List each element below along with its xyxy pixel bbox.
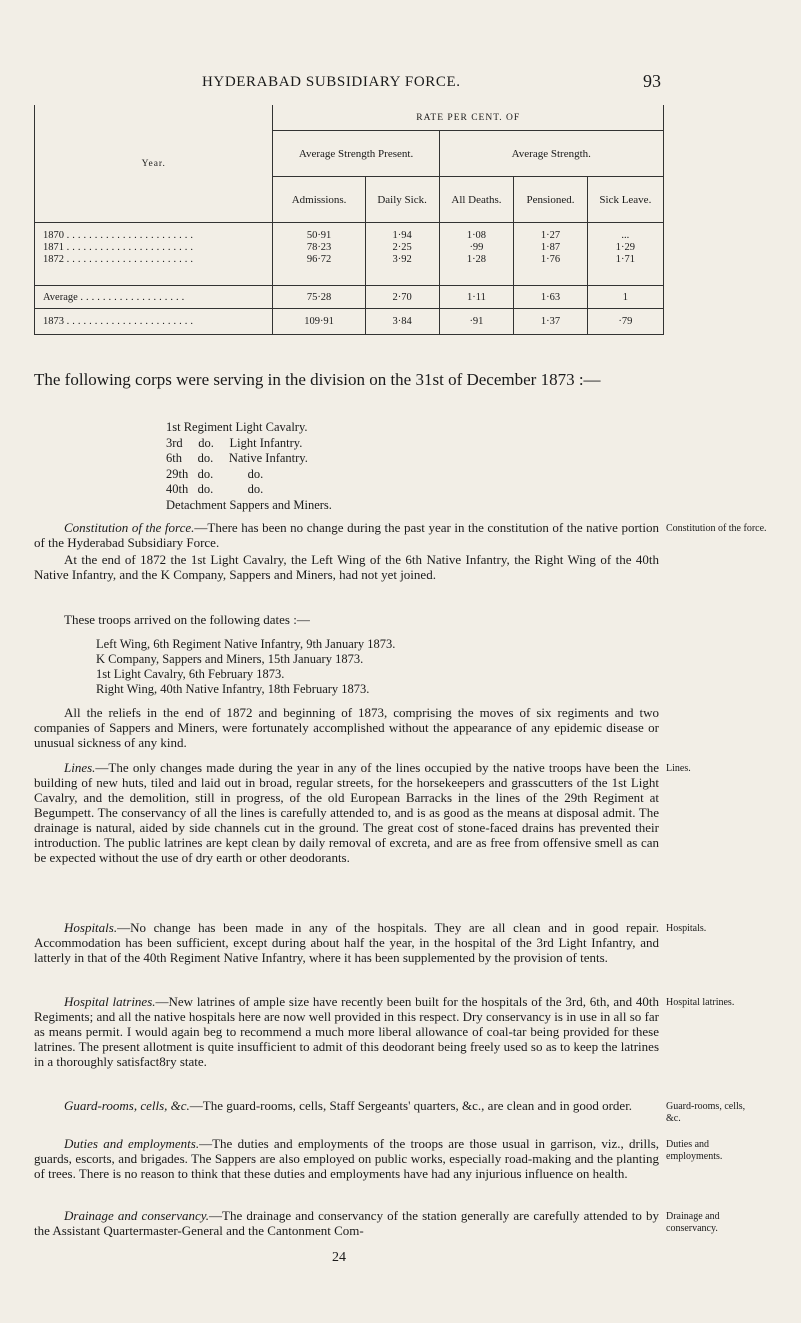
corps-list — [166, 420, 332, 513]
list-item: 1st Regiment Light Cavalry. — [166, 420, 308, 434]
page-header — [0, 71, 801, 94]
margin-note-constitution: Constitution of the force. — [666, 523, 767, 534]
signature-number: 24 — [332, 1250, 346, 1265]
year-cell: 1870 ....................... — [43, 230, 196, 241]
duties-paragraph: Duties and employments.—The duties and employments of the troops are those usual in garrison, viz., drills, guards, escorts, and brigades. The Sappers are also employed on public works, especially road-making and the planting of trees. There is no reason to think that these duties and employments have had any injurious influence on health. — [34, 1136, 660, 1181]
table-row-1873: 1873 ....................... 109·91 3·84 ·91 1·37 ·79 — [35, 309, 664, 335]
margin-note-latrines: Hospital latrines. — [666, 997, 735, 1008]
margin-note-hospitals: Hospitals. — [666, 923, 707, 934]
end-of-year-paragraph: At the end of 1872 the 1st Light Cavalry, the Left Wing of the 6th Native Infantry, the Right Wing of the 40th Native Infantry, and the K Company, Sappers and Miners, had not yet joined. — [34, 552, 659, 582]
list-item: 6th do. Native Infantry. — [166, 451, 308, 465]
guard-rooms-paragraph: Guard-rooms, cells, &c.—The guard-rooms, cells, Staff Sergeants' quarters, &c., are clean and in good order. — [64, 1098, 633, 1113]
arrival-list — [96, 637, 656, 697]
page-number: 93 — [643, 71, 661, 91]
reliefs-paragraph: All the reliefs in the end of 1872 and beginning of 1873, comprising the moves of six regiments and two companies of Sappers and Miners, were fortunately accomplished without the appearance of any epidemic disease or unusual sickness of any kind. — [34, 705, 659, 750]
arrival-intro: These troops arrived on the following dates :— — [64, 612, 310, 627]
lines-paragraph: Lines.—The only changes made during the year in any of the lines occupied by the native troops have been the building of new huts, tiled and laid out in broad, regular streets, for the horsekeepers and grasscutters of the 1st Light Cavalry, and the demolition, still in progress, of the old European Barracks in the lines of the 29th Regiment at Begumpett. The conservancy of all the lines is carefully attended to, and is as good as the means at disposal admit. The drainage is natural, aided by side channels cut in the ground. The great cost of stone-faced drains has prevented their introduction. The public latrines are kept clean by daily removal of excreta, and are as free from offensive smell as can be expected without the use of dry earth or other deodorants. — [34, 760, 659, 865]
hospitals-paragraph: Hospitals.—No change has been made in any of the hospitals. They are all clean and in good repair. Accommodation has been sufficient, except during about half the year, in the hospital of the 3rd Light Infantry, and latterly in that of the 40th Regiment Native Infantry, where it has been supplemented by the provision of tents. — [34, 920, 659, 965]
col-all-deaths: All Deaths. — [439, 177, 514, 223]
list-item: 29th do. do. — [166, 466, 264, 481]
list-item: K Company, Sappers and Miners, 15th January 1873. — [96, 652, 364, 666]
strength-present-header: Average Strength Present. — [273, 131, 439, 177]
col-sick-leave: Sick Leave. — [587, 177, 663, 223]
list-item: Left Wing, 6th Regiment Native Infantry, 9th January 1873. — [96, 637, 396, 651]
drainage-paragraph: Drainage and conservancy.—The drainage and conservancy of the station generally are carefully attended to by the Assistant Quartermaster-General and the Cantonment Com- — [34, 1208, 659, 1238]
table-row-average: Average ................... 75·28 2·70 1·11 1·63 1 — [35, 286, 664, 309]
rate-group-header: RATE PER CENT. OF — [273, 105, 664, 131]
year-cell: 1872 ....................... — [43, 254, 196, 265]
sickness-rate-table — [34, 105, 664, 335]
col-daily-sick: Daily Sick. — [365, 177, 439, 223]
col-admissions: Admissions. — [273, 177, 365, 223]
year-column-header: Year. — [35, 105, 273, 223]
list-item: Right Wing, 40th Native Infantry, 18th February 1873. — [96, 682, 370, 696]
list-item: 1st Light Cavalry, 6th February 1873. — [96, 667, 285, 681]
margin-note-guard-rooms: Guard-rooms, cells, &c. — [666, 1101, 746, 1124]
col-pensioned: Pensioned. — [514, 177, 587, 223]
average-strength-header: Average Strength. — [439, 131, 663, 177]
year-cell: 1871 ....................... — [43, 242, 196, 253]
list-item: 3rd do. Light Infantry. — [166, 435, 303, 450]
margin-note-duties: Duties and employments. — [666, 1139, 723, 1162]
list-item: 40th do. do. — [166, 482, 264, 496]
margin-note-drainage: Drainage and conservancy. — [666, 1211, 720, 1234]
margin-note-lines: Lines. — [666, 763, 691, 774]
list-item: Detachment Sappers and Miners. — [166, 497, 332, 512]
table-row-years: 1870 ....................... 1871 ....................... 1872 ....................... 50·91 78·23 96·72 1·94 2·25 3·92 1·08 ·99 1·28 1·27 1·87 1·76 ... 1·29 1·71 — [35, 223, 664, 286]
constitution-paragraph: Constitution of the force.—There has been no change during the past year in the constitution of the native portion of the Hyderabad Subsidiary Force. — [34, 520, 660, 550]
latrines-paragraph: Hospital latrines.—New latrines of ample size have recently been built for the hospitals of the 3rd, 6th, and 40th Regiments; and all the native hospitals here are now well provided in this respect. Dry conservancy is in use in all so far as means permit. I would again beg to recommend a much more liberal allowance of coal-tar being provided for these latrines. The present allotment is quite insufficient to admit of this deodorant being freely used so as to keep the latrines in a thoroughly satisfact8ry state. — [34, 994, 659, 1069]
running-title: HYDERABAD SUBSIDIARY FORCE. — [202, 74, 461, 90]
corps-intro: The following corps were serving in the division on the 31st of December 1873 :— — [34, 370, 601, 389]
